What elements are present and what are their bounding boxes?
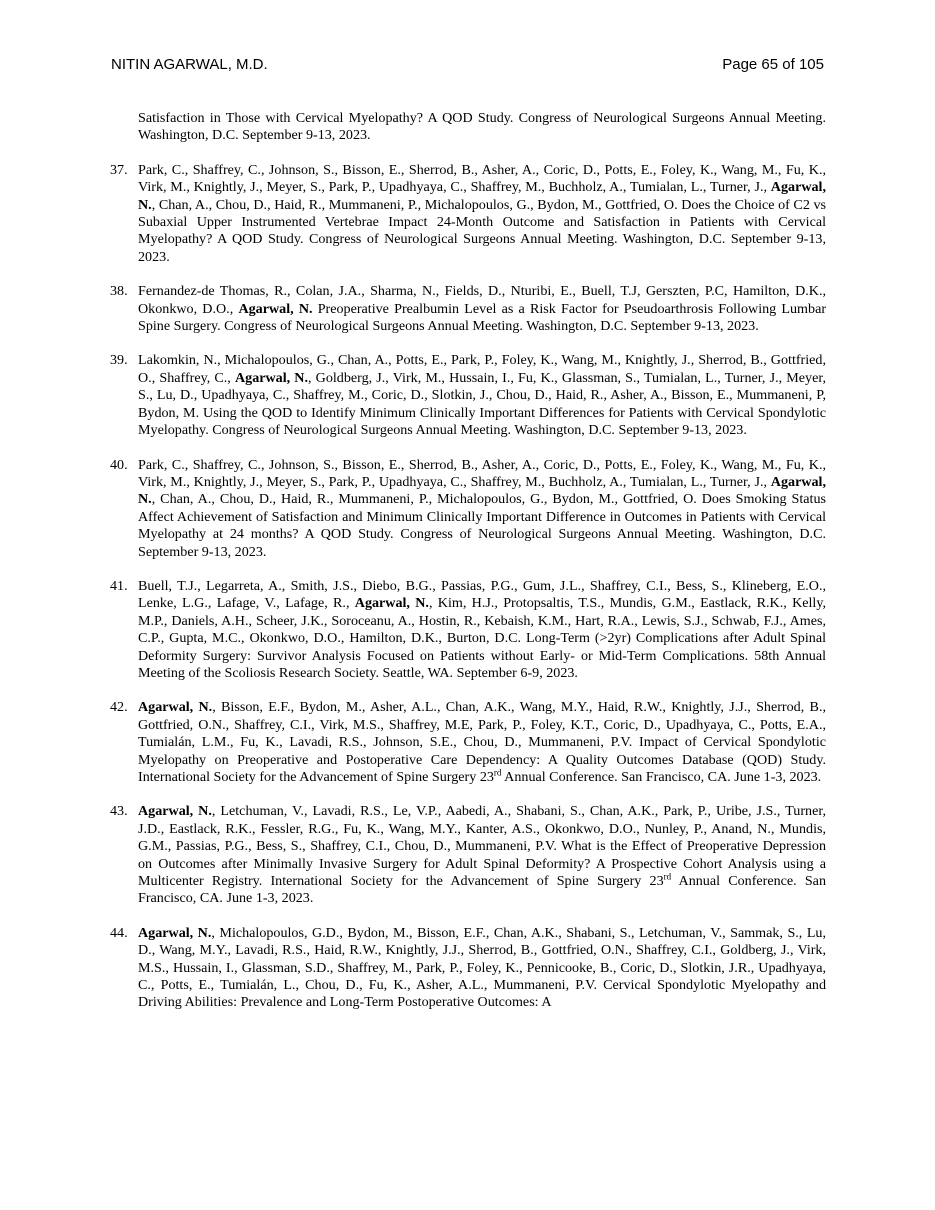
entry-number: 41. — [110, 577, 128, 594]
entry-text: , Letchuman, V., Lavadi, R.S., Le, V.P., Aabedi, A., Shabani, S., Chan, A.K., Park, P., Uribe, J.S., Turner, J.D., Eastlack, R.K., Fessler, R.G., Fu, K., Wang, M.Y., Kanter, A.S., Okonkwo, D.O., Nunley, P., Anand, N., Mundis, G.M., Passias, P.G., Bess, S., Shaffrey, C.I., Chou, D., Mummaneni, P.V. What is the Effect of Preoperative Depression on Outcomes after Minimally Invasive Surgery for Adult Spinal Deformity? A Prospective Cohort Analysis using a Multicenter Registry. International Society for the Advancement of Spine Surgery 23 — [138, 803, 826, 890]
entry-text: Preoperative Prealbumin Level as a Risk Factor for Pseudoarthrosis Following Lumbar Spine Surgery. Congress of Neurological Surgeons Annual Meeting. Washington, D.C. September 9-13, 2023. — [138, 300, 827, 335]
entry-number: 40. — [110, 456, 128, 473]
list-item-continuation — [110, 110, 826, 145]
highlighted-author: Agarwal, N. — [238, 300, 313, 317]
entry-text: , Bisson, E.F., Bydon, M., Asher, A.L., Chan, A.K., Wang, M.Y., Haid, R.W., Knightly, J.J., Sherrod, B., Gottfried, O.N., Shaffrey, C.I., Virk, M.S., Shaffrey, M.E, Park, P., Foley, K.T., Coric, D., Upadhyaya, C., Potts, E.A., Tumialán, L.M., Fu, K., Lavadi, R.S., Johnson, S.E., Chou, D., Mummaneni, P.V. Impact of Cervical Spondylotic Myelopathy on Preoperative and Postoperative Care Dependency: A Quality Outcomes Database (QOD) Study. International Society for the Advancement of Spine Surgery 23 — [138, 699, 826, 785]
entry-text-tail: Annual Conference. San Francisco, CA. June 1-3, 2023. — [138, 873, 826, 907]
entry-number: 43. — [110, 803, 128, 820]
entry-authors: Park, C., Shaffrey, C., Johnson, S., Bisson, E., Sherrod, B., Asher, A., Coric, D., Potts, E., Foley, K., Wang, M., Fu, K., Virk, M., Knightly, J., Meyer, S., Park, P., Upadhyaya, C., Shaffrey, M., Buchholz, A., Tumialan, L., Turner, J., — [138, 161, 826, 196]
ordinal-suffix: rd — [493, 767, 502, 778]
header-page-number: Page 65 of 105 — [722, 56, 824, 73]
list-item — [110, 457, 826, 561]
entry-text: Satisfaction in Those with Cervical Myelopathy? A QOD Study. Congress of Neurological Surgeons Annual Meeting. Washington, D.C. September 9-13, 2023. — [138, 110, 826, 144]
entry-text: , Kim, H.J., Protopsaltis, T.S., Mundis, G.M., Eastlack, R.K., Kelly, M.P., Daniels, A.H., Scheer, J.K., Soroceanu, A., Hostin, R., Kebaish, K.M., Hart, R.A., Lewis, S.J., Schwab, F.J., Ames, C.P., Gupta, M.C., Okonkwo, D.O., Hamilton, D.K., Burton, D.C. Long-Term (>2yr) Complications after Adult Spinal Deformity Surgery: Survivor Analysis Focused on Patients without Early- or Mid-Term Complications. 58th Annual Meeting of the Scoliosis Research Society. Seattle, WA. September 6-9, 2023. — [138, 595, 826, 681]
highlighted-author: Agarwal, N. — [138, 803, 212, 820]
ordinal-suffix: rd — [663, 871, 672, 882]
highlighted-author: Agarwal, N. — [138, 179, 826, 213]
highlighted-author: Agarwal, N. — [354, 595, 429, 612]
entry-authors: Fernandez-de Thomas, R., Colan, J.A., Sharma, N., Fields, D., Nturibi, E., Buell, T.J, Gerszten, P.C, Hamilton, D.K., Okonkwo, D.O., — [138, 283, 826, 317]
entry-text: , Goldberg, J., Virk, M., Hussain, I., Fu, K., Glassman, S., Tumialan, L., Turner, J., Meyer, S., Lu, D., Upadhyaya, C., Shaffrey, M., Coric, D., Slotkin, J., Chou, D., Haid, R., Asher, A., Bisson, E., Mummaneni, P, Bydon, M. Using the QOD to Identify Minimum Clinically Important Differences for Patients with Cervical Spondylotic Myelopathy. Congress of Neurological Surgeons Annual Meeting. Washington, D.C. September 9-13, 2023. — [138, 369, 826, 439]
highlighted-author: Agarwal, N. — [234, 369, 308, 386]
entry-authors: Park, C., Shaffrey, C., Johnson, S., Bisson, E., Sherrod, B., Asher, A., Coric, D., Potts, E., Foley, K., Wang, M., Fu, K., Virk, M., Knightly, J., Meyer, S., Park, P., Upadhyaya, C., Shaffrey, M., Buchholz, A., Tumialan, L., Turner, J., — [138, 456, 826, 490]
highlighted-author: Agarwal, N. — [138, 924, 212, 941]
list-item — [110, 283, 826, 335]
highlighted-author: Agarwal, N. — [138, 699, 213, 716]
entry-number: 44. — [110, 924, 128, 941]
entry-authors: Lakomkin, N., Michalopoulos, G., Chan, A., Potts, E., Park, P., Foley, K., Wang, M., Knightly, J., Sherrod, B., Gottfried, O., Shaffrey, C., — [138, 352, 826, 386]
entry-authors: Buell, T.J., Legarreta, A., Smith, J.S., Diebo, B.G., Passias, P.G., Gum, J.L., Shaffrey, C.I., Bess, S., Klineberg, E.O., Lenke, L.G., Lafage, V., Lafage, R., — [138, 577, 826, 612]
list-item — [110, 803, 826, 907]
header-author-name: NITIN AGARWAL, M.D. — [111, 56, 268, 73]
list-item — [110, 578, 826, 682]
publication-list — [110, 110, 826, 1029]
list-item — [110, 699, 826, 786]
list-item — [110, 162, 826, 266]
entry-number: 38. — [110, 283, 128, 300]
entry-number: 42. — [110, 699, 128, 716]
list-item — [110, 925, 826, 1012]
entry-text-tail: Annual Conference. San Francisco, CA. June 1-3, 2023. — [501, 769, 822, 785]
entry-number: 37. — [110, 161, 128, 178]
entry-text: , Chan, A., Chou, D., Haid, R., Mummaneni, P., Michalopoulos, G., Bydon, M., Gottfried, O. Does the Choice of C2 vs Subaxial Upper Instrumented Vertebrae Impact 24-Month Outcome and Satisfaction in Patients with Cervical Myelopathy? A QOD Study. Congress of Neurological Surgeons Annual Meeting. Washington, D.C. September 9-13, 2023. — [138, 196, 826, 265]
entry-number: 39. — [110, 352, 128, 369]
entry-text: , Michalopoulos, G.D., Bydon, M., Bisson, E.F., Chan, A.K., Shabani, S., Letchuman, V., Sammak, S., Lu, D., Wang, M.Y., Lavadi, R.S., Haid, R.W., Knightly, J.J., Sherrod, B., Gottfried, O.N., Shaffrey, C.I., Goldberg, J., Virk, M.S., Hussain, I., Glassman, S.D., Shaffrey, M., Park, P., Foley, K., Pennicooke, B., Coric, D., Slotkin, J.R., Upadhyaya, C., Potts, E., Tumialán, L., Chou, D., Fu, K., Asher, A.L., Mummaneni, P.V. Cervical Spondylotic Myelopathy and Driving Abilities: Prevalence and Long-Term Postoperative Outcomes: A — [138, 924, 826, 1011]
list-item — [110, 352, 826, 439]
highlighted-author: Agarwal, N. — [138, 473, 826, 508]
entry-text: , Chan, A., Chou, D., Haid, R., Mummaneni, P., Michalopoulos, G., Bydon, M., Gottfried, O. Does Smoking Status Affect Achievement of Satisfaction and Minimum Clinically Important Difference in Outcomes in Patients with Cervical Myelopathy at 24 months? A QOD Study. Congress of Neurological Surgeons Annual Meeting. Washington, D.C. September 9-13, 2023. — [138, 491, 826, 560]
